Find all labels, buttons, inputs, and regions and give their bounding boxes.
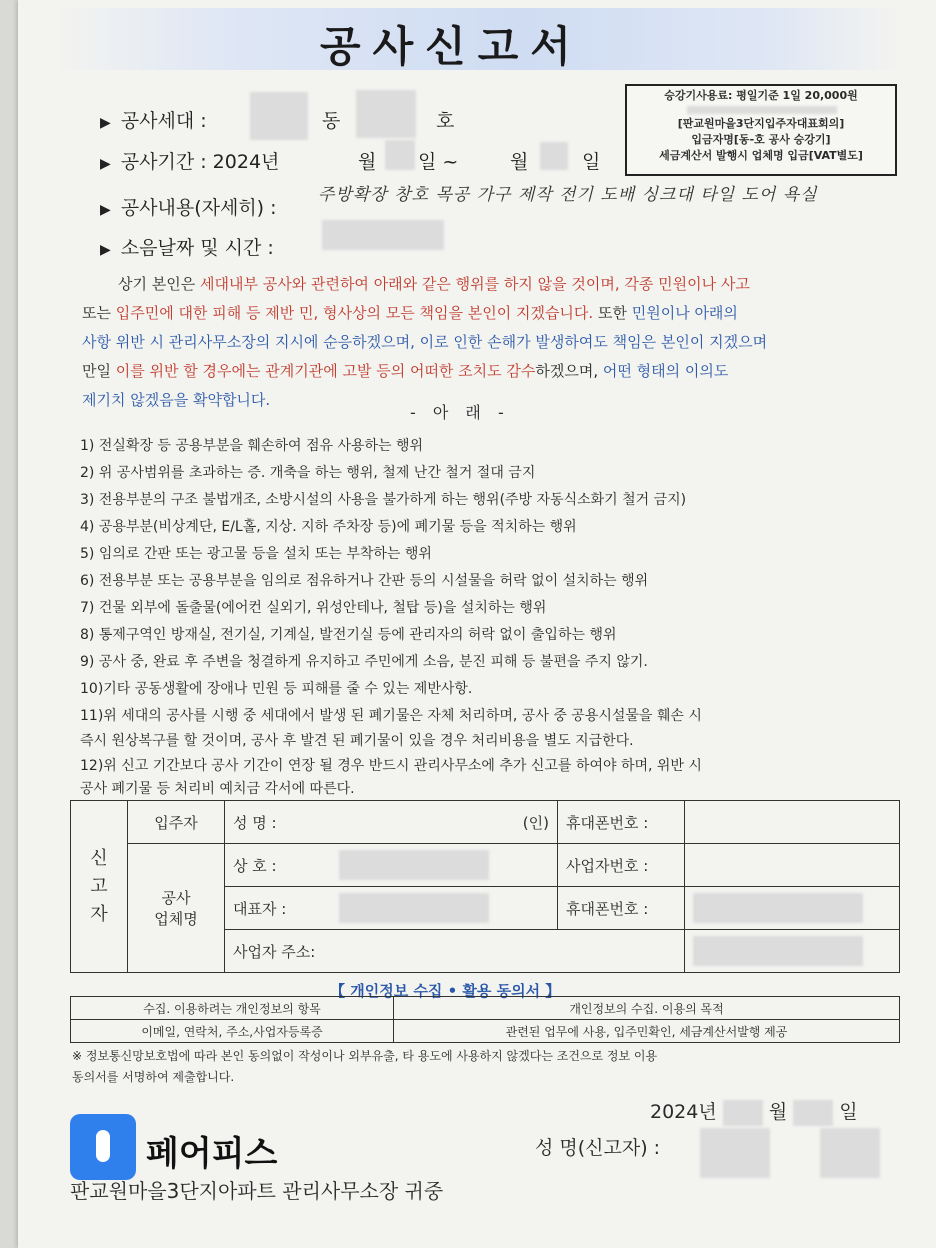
pledge-text: 사항 위반 시 관리사무소장의 지시에 순응하겠으며, 이로 인한 손해가 발생하여도 책임은 본인이 지겠으며 — [82, 333, 768, 351]
pledge-text: 만일 — [82, 362, 116, 380]
noise-label: 소음날짜 및 시간 : — [120, 237, 274, 259]
address-value[interactable] — [685, 930, 900, 973]
phone2-value[interactable] — [685, 887, 900, 930]
pledge-text: 입주민에 대한 피해 등 제반 민, 형사상의 모든 책임을 본인이 지겠습니다. — [115, 304, 594, 322]
redacted-ho — [356, 90, 416, 138]
rule-item: 4) 공용부분(비상계단, E/L홀, 지상. 지하 주차장 등)에 폐기물 등을 적치하는 행위 — [80, 519, 577, 535]
redacted-signer — [700, 1128, 770, 1178]
rule-item: 즉시 원상복구를 할 것이며, 공사 후 발견 된 폐기물이 있을 경우 처리비용을 별도 지급한다. — [80, 733, 634, 749]
notice-line: 동의서를 서명하여 제출합니다. — [72, 1070, 235, 1084]
period-row — [100, 147, 279, 174]
redacted-day — [385, 140, 415, 170]
consent-col1-header: 수집. 이용하려는 개인정보의 항목 — [71, 997, 394, 1020]
dong-label: 동 — [322, 110, 341, 132]
content-row — [100, 193, 277, 220]
redacted-month — [723, 1100, 763, 1126]
rule-item: 공사 폐기물 등 처리비 예치금 각서에 따른다. — [80, 781, 355, 797]
redacted-day-end — [540, 142, 568, 170]
rule-item: 9) 공사 중, 완료 후 주변을 청결하게 유지하고 주민에게 소음, 분진 피해 등 불편을 주지 않기. — [80, 654, 648, 670]
ho-label: 호 — [436, 110, 455, 132]
privacy-notice — [72, 1046, 657, 1088]
unit-row — [100, 106, 207, 133]
redacted-ceo — [339, 893, 489, 923]
fee-line-1: 승강기사용료: 평일기준 1일 20,000원 — [664, 89, 858, 102]
rule-item: 8) 통제구역인 방재실, 전기실, 기계실, 발전기실 등에 관리자의 허락 없이 출입하는 행위 — [80, 627, 617, 643]
ceo-label: 대표자 : — [225, 887, 332, 930]
phone2-label: 휴대폰번호 : — [558, 887, 685, 930]
trade-value[interactable] — [331, 844, 558, 887]
trade-label: 상 호 : — [225, 844, 332, 887]
pledge-text: 이를 위반 할 경우에는 관계기관에 고발 등의 어떠한 조치도 감수 — [115, 362, 536, 380]
redacted-day-sign — [793, 1100, 833, 1126]
address-label: 사업자 주소: — [225, 930, 685, 973]
period-day: 일 ~ — [418, 151, 459, 173]
seal-mark: (인) — [331, 801, 558, 844]
rule-item: 10)기타 공동생활에 장애나 민원 등 피해를 줄 수 있는 제반사항. — [80, 681, 473, 697]
phone-label: 휴대폰번호 : — [558, 801, 685, 844]
company-label: 공사 업체명 — [128, 844, 225, 973]
rule-item: 12)위 신고 기간보다 공사 기간이 연장 될 경우 반드시 관리사무소에 추가 신고를 하여야 하며, 위반 시 — [80, 758, 702, 774]
phone-value[interactable] — [685, 801, 900, 844]
name-label: 성 명 : — [225, 801, 332, 844]
consent-col2-header: 개인정보의 수집. 이용의 목적 — [394, 997, 900, 1020]
redacted-trade — [339, 850, 489, 880]
period-month-end: 월 — [510, 151, 529, 173]
redacted-dong — [250, 92, 308, 140]
watermark-brand: 페어피스 — [146, 1134, 278, 1174]
pledge-text: 또는 — [82, 304, 116, 322]
pledge-text: 하겠으며, — [535, 362, 603, 380]
bizno-value[interactable] — [685, 844, 900, 887]
period-day-end: 일 — [582, 151, 601, 173]
elevator-fee-box — [625, 84, 897, 176]
arrow-icon: ▶ — [100, 202, 111, 218]
redacted-address — [693, 936, 863, 966]
pledge-text: 상기 본인은 — [118, 275, 200, 293]
redacted-noise-time — [322, 220, 444, 250]
ceo-value[interactable] — [331, 887, 558, 930]
signer-label: 성 명(신고자) : — [535, 1137, 661, 1159]
fee-line-4: 세금계산서 발행시 업체명 입금[VAT별도] — [659, 149, 863, 162]
content-handwritten-value: 주방확장 창호 목공 가구 제작 전기 도배 싱크대 타일 도어 욕실 — [318, 185, 818, 205]
notice-line: ※ 정보통신망보호법에 따라 본인 동의없이 작성이나 외부유출, 타 용도에 사용하지 않겠다는 조건으로 정보 이용 — [72, 1049, 658, 1063]
rule-item: 11)위 세대의 공사를 시행 중 세대에서 발생 된 폐기물은 자체 처리하며, 공사 중 공용시설물을 훼손 시 — [80, 708, 702, 724]
resident-label: 입주자 — [128, 801, 225, 844]
bizno-label: 사업자번호 : — [558, 844, 685, 887]
consent-table — [70, 996, 900, 1043]
rule-item: 3) 전용부분의 구조 불법개조, 소방시설의 사용을 불가하게 하는 행위(주방 자동식소화기 철거 금지) — [80, 492, 687, 508]
pledge-text: 세대내부 공사와 관련하여 아래와 같은 행위를 하지 않을 것이며, 각종 민원이나 사고 — [200, 275, 750, 293]
rule-item: 6) 전용부분 또는 공용부분을 임의로 점유하거나 간판 등의 시설물을 허락 없이 설치하는 행위 — [80, 573, 649, 589]
arrow-icon: ▶ — [100, 156, 111, 172]
reporter-table — [70, 800, 900, 973]
rule-item: 5) 임의로 간판 또는 광고물 등을 설치 또는 부착하는 행위 — [80, 546, 432, 562]
consent-title: 【 개인정보 수집 • 활용 동의서 】 — [330, 982, 561, 1000]
fee-line-3: 입금자명[동-호 공사 승강기] — [691, 133, 831, 146]
signature-date — [650, 1097, 858, 1126]
pledge-text: 제기치 않겠음을 확약합니다. — [82, 391, 271, 409]
consent-col2-value: 관련된 업무에 사용, 입주민확인, 세금계산서발행 제공 — [394, 1020, 900, 1043]
addressee-footer: 판교원마을3단지아파트 관리사무소장 귀중 — [70, 1179, 444, 1203]
app-logo-icon — [70, 1114, 136, 1180]
fee-line-2: [판교원마을3단지입주자대표회의] — [677, 117, 845, 130]
date-month: 월 — [768, 1101, 788, 1123]
redacted-signature — [820, 1128, 880, 1178]
consent-col1-value: 이메일, 연락처, 주소,사업자등록증 — [71, 1020, 394, 1043]
signer-row — [535, 1133, 660, 1160]
section-title: - 아 래 - — [410, 403, 510, 422]
date-year: 2024년 — [650, 1101, 717, 1123]
arrow-icon: ▶ — [100, 115, 111, 131]
pledge-text: 또한 — [593, 304, 632, 322]
date-day: 일 — [839, 1101, 858, 1123]
redacted-phone — [693, 893, 863, 923]
reporter-header: 신 고 자 — [71, 801, 128, 973]
redacted-account — [687, 106, 837, 114]
noise-row — [100, 233, 274, 260]
rule-item: 1) 전실확장 등 공용부분을 훼손하여 점유 사용하는 행위 — [80, 438, 424, 454]
rule-item: 7) 건물 외부에 돌출물(에어컨 실외기, 위성안테나, 철탑 등)을 설치하는 행위 — [80, 600, 547, 616]
unit-label: 공사세대 : — [120, 110, 207, 132]
arrow-icon: ▶ — [100, 242, 111, 258]
rule-item: 2) 위 공사범위를 초과하는 증. 개축을 하는 행위, 철제 난간 철거 절대 금지 — [80, 465, 536, 481]
content-label: 공사내용(자세히) : — [120, 197, 277, 219]
document-title: 공사신고서 — [320, 22, 583, 71]
pledge-text: 어떤 형태의 이의도 — [602, 362, 729, 380]
period-month: 월 — [358, 151, 377, 173]
pledge-text: 민원이나 아래의 — [631, 304, 738, 322]
period-label: 공사기간 : 2024년 — [120, 151, 280, 173]
pledge-paragraph — [82, 270, 892, 415]
